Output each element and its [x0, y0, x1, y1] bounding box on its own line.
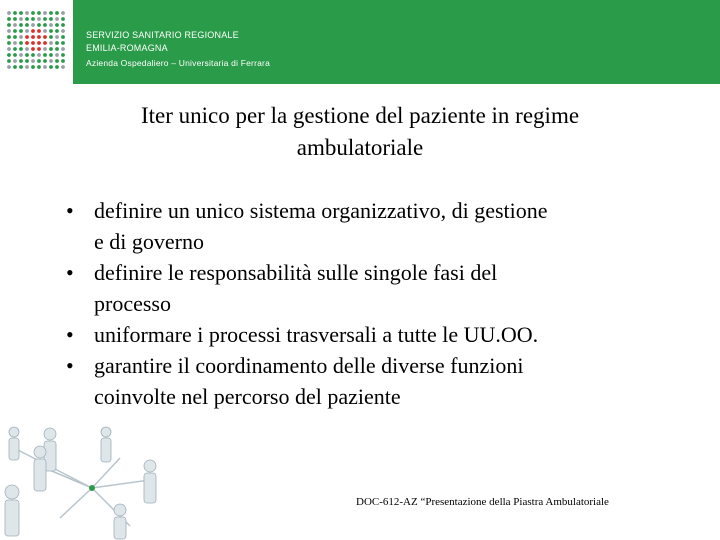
logo-dot — [25, 29, 29, 33]
logo-dot — [49, 17, 53, 21]
logo-dot — [31, 53, 35, 57]
bullet-text: processo — [94, 291, 171, 316]
logo-dot — [37, 41, 41, 45]
logo-dot — [61, 11, 65, 15]
bullet-item — [60, 319, 680, 350]
header-band — [0, 0, 720, 84]
logo-dot — [25, 65, 29, 69]
logo-dot — [37, 59, 41, 63]
logo-dot — [61, 59, 65, 63]
logo-dot — [49, 59, 53, 63]
logo-dot — [7, 35, 11, 39]
logo-dot — [31, 29, 35, 33]
logo-dot — [19, 17, 23, 21]
logo-dot — [19, 47, 23, 51]
bullet-text: definire le responsabilità sulle singole fasi del — [94, 260, 498, 285]
logo-dot — [55, 65, 59, 69]
logo-dot — [7, 47, 11, 51]
bullet-text: uniformare i processi trasversali a tutte le UU.OO. — [94, 322, 539, 347]
header-line-1: SERVIZIO SANITARIO REGIONALE — [86, 30, 239, 40]
logo-dot — [31, 35, 35, 39]
bullet-symbol: • — [66, 198, 74, 223]
logo-dot — [61, 47, 65, 51]
logo-dot — [43, 35, 47, 39]
logo-dot — [31, 11, 35, 15]
logo-dot — [43, 11, 47, 15]
header-line-3: Azienda Ospedaliero – Universitaria di Ferrara — [86, 58, 271, 68]
logo-dot — [7, 59, 11, 63]
logo-dot — [55, 35, 59, 39]
bullet-item — [60, 257, 680, 319]
network-of-doctors-figures-icon — [0, 418, 180, 540]
logo-dot — [49, 47, 53, 51]
logo-dot — [37, 29, 41, 33]
logo-dot — [43, 59, 47, 63]
logo-dot — [49, 35, 53, 39]
logo-dot — [25, 35, 29, 39]
logo-dot — [61, 65, 65, 69]
logo-dot — [31, 23, 35, 27]
bullet-symbol: • — [66, 353, 74, 378]
logo-dot — [13, 23, 17, 27]
logo-dot — [49, 41, 53, 45]
regional-health-dots-logo-icon — [6, 10, 66, 72]
logo-dot — [25, 41, 29, 45]
logo-dot — [61, 35, 65, 39]
logo-dot — [37, 53, 41, 57]
logo-dot — [31, 41, 35, 45]
bullet-text: definire un unico sistema organizzativo, di gestione — [94, 198, 548, 223]
logo-dot — [49, 23, 53, 27]
logo-dot — [13, 17, 17, 21]
bullet-symbol: • — [66, 322, 74, 347]
logo-dot — [25, 59, 29, 63]
bullet-symbol: • — [66, 260, 74, 285]
logo-dot — [13, 35, 17, 39]
logo-dot — [49, 11, 53, 15]
logo-dot — [49, 29, 53, 33]
logo-dot — [19, 11, 23, 15]
logo-dot — [19, 35, 23, 39]
logo-dot — [61, 29, 65, 33]
logo-dot — [13, 41, 17, 45]
slide-title — [40, 100, 680, 164]
logo-dot — [55, 59, 59, 63]
logo-dot — [37, 23, 41, 27]
logo-dot — [19, 59, 23, 63]
logo-dot — [61, 53, 65, 57]
logo-dot — [55, 11, 59, 15]
title-line-1: Iter unico per la gestione del paziente in regime — [140, 103, 580, 128]
logo-dot — [13, 53, 17, 57]
bullet-item — [60, 195, 680, 257]
logo-dot — [19, 65, 23, 69]
logo-dot — [25, 11, 29, 15]
logo-dot — [55, 47, 59, 51]
bullet-list — [60, 195, 680, 412]
logo-dot — [7, 53, 11, 57]
logo-dot — [19, 41, 23, 45]
bullet-text: e di governo — [94, 229, 204, 254]
logo-dot — [49, 65, 53, 69]
header-line-2: EMILIA-ROMAGNA — [86, 43, 168, 53]
logo-dot — [31, 17, 35, 21]
logo-dot — [37, 17, 41, 21]
title-line-2: ambulatoriale — [296, 135, 424, 160]
logo-dot — [55, 17, 59, 21]
logo-dot — [43, 29, 47, 33]
logo-dot — [19, 53, 23, 57]
logo-dot — [25, 47, 29, 51]
logo-dot — [25, 23, 29, 27]
logo-dot — [13, 65, 17, 69]
logo-dot — [37, 35, 41, 39]
logo-dot — [7, 29, 11, 33]
logo-dot — [7, 23, 11, 27]
logo-dot — [49, 53, 53, 57]
logo-dot — [31, 65, 35, 69]
logo-dot — [43, 65, 47, 69]
logo-dot — [7, 11, 11, 15]
logo-dot — [61, 17, 65, 21]
logo-dot — [55, 23, 59, 27]
logo-dot — [43, 41, 47, 45]
logo-dot — [37, 47, 41, 51]
logo — [0, 0, 73, 84]
logo-dot — [43, 53, 47, 57]
logo-dot — [55, 53, 59, 57]
logo-dot — [25, 17, 29, 21]
logo-dot — [13, 47, 17, 51]
footer-note: DOC-612-AZ “Presentazione della Piastra Ambulatoriale — [356, 496, 609, 508]
logo-dot — [19, 23, 23, 27]
logo-dot — [61, 23, 65, 27]
logo-dot — [55, 41, 59, 45]
logo-dot — [7, 17, 11, 21]
logo-dot — [13, 29, 17, 33]
bullet-text: garantire il coordinamento delle diverse funzioni — [94, 353, 524, 378]
logo-dot — [61, 41, 65, 45]
logo-dot — [37, 65, 41, 69]
logo-dot — [31, 59, 35, 63]
logo-dot — [31, 47, 35, 51]
logo-dot — [7, 65, 11, 69]
logo-dot — [43, 47, 47, 51]
logo-dot — [13, 59, 17, 63]
logo-dot — [43, 17, 47, 21]
logo-dot — [55, 29, 59, 33]
logo-dot — [37, 11, 41, 15]
bullet-item — [60, 350, 680, 412]
logo-dot — [7, 41, 11, 45]
logo-dot — [13, 11, 17, 15]
logo-dot — [43, 23, 47, 27]
logo-dot — [19, 29, 23, 33]
logo-dot — [25, 53, 29, 57]
bullet-text: coinvolte nel percorso del paziente — [94, 384, 401, 409]
